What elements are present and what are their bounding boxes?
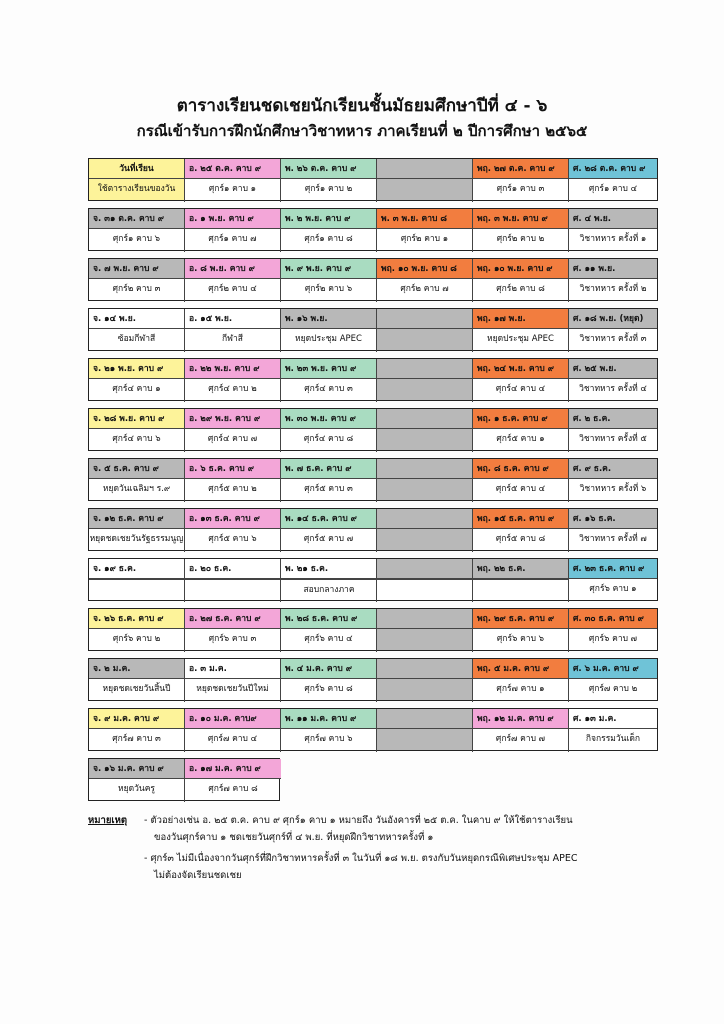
day-cell [89, 209, 185, 252]
day-cell [89, 159, 185, 202]
day-header: พฤ. ๑๐ พ.ย. คาบ ๙ [473, 259, 568, 279]
day-cell [473, 409, 569, 452]
day-body: ศุกร์๕ คาบ ๑ [496, 434, 545, 444]
day-cell [185, 659, 281, 702]
day-body: ศุกร์๑ คาบ ๑ [208, 184, 257, 194]
day-body: ใช้ตารางเรียนของวัน [89, 179, 184, 200]
day-header [377, 659, 472, 679]
day-header: อ. ๑๓ ธ.ค. คาบ ๙ [185, 509, 280, 529]
day-body: ศุกร์๖ คาบ ๗ [588, 634, 638, 644]
day-cell [569, 159, 657, 202]
day-header: อ. ๒๙ พ.ย. คาบ ๙ [185, 409, 280, 429]
day-cell [377, 459, 473, 502]
day-header: ศ. ๒๕ พ.ย. [569, 359, 657, 379]
day-header: ศ. ๒๓ ธ.ค. คาบ ๙ [569, 559, 657, 579]
day-body [377, 529, 472, 550]
day-cell [473, 159, 569, 202]
day-body: ศุกร์๒ คาบ ๓ [112, 284, 161, 294]
day-body: วิชาทหาร ครั้งที่ ๕ [579, 434, 647, 444]
week-row [88, 658, 658, 701]
day-body: ศุกร์๔ คาบ ๔ [495, 384, 546, 394]
page-subtitle: กรณีเข้ารับการฝึกนักศึกษาวิชาทหาร ภาคเรียนที่ ๒ ปีการศึกษา ๒๕๖๕ [136, 122, 588, 140]
day-cell [569, 709, 657, 752]
day-body: ศุกร์๗ คาบ ๔ [207, 734, 258, 744]
day-header: พ. ๒๓ พ.ย. คาบ ๙ [281, 359, 376, 379]
day-body: กิจกรรมวันเด็ก [585, 734, 641, 744]
day-header: พฤ. ๑๗ พ.ย. [473, 309, 568, 329]
day-header: อ. ๒๒ พ.ย. คาบ ๙ [185, 359, 280, 379]
day-body: วิชาทหาร ครั้งที่ ๔ [579, 384, 647, 394]
day-body [377, 479, 472, 500]
day-body: ศุกร์๔ คาบ ๗ [207, 434, 258, 444]
day-header: อ. ๑ พ.ย. คาบ ๙ [185, 209, 280, 229]
day-header: จ. ๙ ม.ค. คาบ ๙ [89, 709, 184, 729]
note-line: ของวันศุกร์คาบ ๑ ชดเชยวันศุกร์ที่ ๔ พ.ย. ที่หยุดฝึกวิชาทหารครั้งที่ ๑ [154, 832, 434, 843]
day-cell [281, 159, 377, 202]
day-cell [377, 309, 473, 352]
day-header: พฤ. ๑ ธ.ค. คาบ ๙ [473, 409, 568, 429]
day-header: พฤ. ๑๐ พ.ย. คาบ ๘ [377, 259, 472, 279]
day-body: ศุกร์๒ คาบ ๑ [400, 234, 449, 244]
day-body: ซ้อมกีฬาสี [117, 334, 156, 344]
day-body: ศุกร์๔ คาบ ๒ [208, 384, 257, 394]
day-cell [89, 609, 185, 652]
day-header: พฤ. ๑๕ ธ.ค. คาบ ๙ [473, 509, 568, 529]
day-header: จ. ๕ ธ.ค. คาบ ๙ [89, 459, 184, 479]
day-body: ศุกร์๕ คาบ ๗ [303, 534, 354, 544]
day-header: ศ. ๓๐ ธ.ค. คาบ ๙ [569, 609, 657, 629]
day-body: ศุกร์๑ คาบ ๔ [588, 184, 638, 194]
day-cell [185, 609, 281, 652]
day-cell [89, 509, 185, 552]
day-cell [569, 559, 657, 602]
day-body: วิชาทหาร ครั้งที่ ๒ [579, 284, 647, 294]
day-cell [377, 509, 473, 552]
day-body: ศุกร์๔ คาบ ๘ [303, 434, 354, 444]
day-cell [377, 209, 473, 252]
day-header: พฤ. ๓ พ.ย. คาบ ๙ [473, 209, 568, 229]
day-header: จ. ๒๘ พ.ย. คาบ ๙ [89, 409, 184, 429]
week-row [88, 508, 658, 551]
day-header: อ. ๒๐ ธ.ค. [185, 559, 280, 579]
week-row [88, 458, 658, 501]
day-header: จ. ๑๔ พ.ย. [89, 309, 184, 329]
day-header: อ. ๑๗ ม.ค. คาบ ๙ [185, 759, 281, 779]
day-header: ศ. ๒๘ ต.ค. คาบ ๙ [569, 159, 657, 179]
day-body: ศุกร์๖ คาบ ๘ [304, 684, 353, 694]
day-cell [473, 309, 569, 352]
day-cell [569, 459, 657, 502]
day-cell [377, 409, 473, 452]
day-header: พ. ๒๘ ธ.ค. คาบ ๙ [281, 609, 376, 629]
week-row [88, 158, 658, 201]
day-cell [185, 309, 281, 352]
day-body: ศุกร์๑ คาบ ๗ [208, 234, 257, 244]
day-header [377, 159, 472, 179]
day-body: หยุดชดเชยวันรัฐธรรมนูญ [89, 534, 184, 544]
day-header [377, 709, 472, 729]
day-header: อ. ๑๕ พ.ย. [185, 309, 280, 329]
day-body: ศุกร์๗ คาบ ๓ [112, 734, 161, 744]
day-header: อ. ๖ ธ.ค. คาบ ๙ [185, 459, 280, 479]
week-row [88, 608, 658, 651]
day-header: ศ. ๑๑ พ.ย. [569, 259, 657, 279]
day-cell [377, 159, 473, 202]
day-header: พฤ. ๕ ม.ค. คาบ ๙ [473, 659, 568, 679]
day-body: หยุดประชุม APEC [295, 334, 362, 344]
day-header: จ. ๓๑ ต.ค. คาบ ๙ [89, 209, 184, 229]
day-header: พ. ๑๑ ม.ค. คาบ ๙ [281, 709, 376, 729]
note-line: - ตัวอย่างเช่น อ. ๒๕ ต.ค. คาบ ๙ ศุกร์๑ คาบ ๑ หมายถึง วันอังคารที่ ๒๕ ต.ค. ในคาบ ๙ ให้ใช้ตารางเรียน [144, 815, 573, 826]
day-cell [569, 509, 657, 552]
day-cell [89, 459, 185, 502]
day-header: ศ. ๑๓ ม.ค. [569, 709, 657, 729]
day-cell [281, 209, 377, 252]
day-header [377, 609, 472, 629]
day-header: จ. ๑๙ ธ.ค. [89, 559, 184, 579]
day-header: ศ. ๑๖ ธ.ค. [569, 509, 657, 529]
day-cell [281, 359, 377, 402]
day-header: พ. ๙ พ.ย. คาบ ๙ [281, 259, 376, 279]
day-header: พ. ๓๐ พ.ย. คาบ ๙ [281, 409, 376, 429]
day-body: วิชาทหาร ครั้งที่ ๑ [579, 234, 647, 244]
day-header: จ. ๗ พ.ย. คาบ ๙ [89, 259, 184, 279]
day-body: ศุกร์๗ คาบ ๒ [588, 684, 638, 694]
day-body: ศุกร์๑ คาบ ๓ [496, 184, 545, 194]
day-body: ศุกร์๒ คาบ ๗ [400, 284, 449, 294]
day-header: ศ. ๑๘ พ.ย. (หยุด) [569, 309, 657, 329]
week-row [88, 208, 658, 251]
day-header: พ. ๒ พ.ย. คาบ ๙ [281, 209, 376, 229]
week-row [88, 408, 658, 451]
day-cell [281, 709, 377, 752]
day-cell [569, 409, 657, 452]
day-cell [185, 709, 281, 752]
day-body: ศุกร์๑ คาบ ๒ [304, 184, 353, 194]
day-cell [185, 509, 281, 552]
day-header [377, 309, 472, 329]
day-cell [89, 759, 185, 802]
day-header: พฤ. ๒๒ ธ.ค. [473, 559, 568, 579]
day-header: จ. ๒๖ ธ.ค. คาบ ๙ [89, 609, 184, 629]
week-row [88, 358, 658, 401]
week-row [88, 258, 658, 301]
day-header: พ. ๓ พ.ย. คาบ ๘ [377, 209, 472, 229]
day-cell [473, 709, 569, 752]
day-cell [569, 209, 657, 252]
day-header: ศ. ๔ พ.ย. [569, 209, 657, 229]
day-header: พฤ. ๒๔ พ.ย. คาบ ๙ [473, 359, 568, 379]
day-cell [281, 409, 377, 452]
day-body [377, 379, 472, 400]
day-cell [377, 659, 473, 702]
day-body: ศุกร์๖ คาบ ๖ [496, 634, 545, 644]
day-header: พ. ๑๖ พ.ย. [281, 309, 376, 329]
day-body: ศุกร์๔ คาบ ๖ [112, 434, 161, 444]
day-body: ศุกร์๕ คาบ ๔ [495, 484, 546, 494]
day-header: พ. ๒๑ ธ.ค. [281, 559, 376, 579]
day-body [377, 679, 472, 700]
day-cell [377, 709, 473, 752]
day-cell [473, 209, 569, 252]
day-cell [89, 359, 185, 402]
day-body: ศุกร์๕ คาบ ๓ [304, 484, 353, 494]
day-header [377, 459, 472, 479]
day-header: พ. ๑๔ ธ.ค. คาบ ๙ [281, 509, 376, 529]
day-body: ศุกร์๕ คาบ ๖ [208, 534, 257, 544]
day-cell [89, 259, 185, 302]
day-body: ศุกร์๔ คาบ ๓ [304, 384, 353, 394]
day-body: หยุดวันเฉลิมฯ ร.๙ [102, 484, 171, 494]
day-header [377, 359, 472, 379]
day-body: ศุกร์๖ คาบ ๑ [589, 584, 637, 594]
day-header: อ. ๑๐ ม.ค. คาบ๙ [185, 709, 280, 729]
day-cell [473, 609, 569, 652]
day-cell [281, 259, 377, 302]
day-cell [89, 309, 185, 352]
day-cell [281, 459, 377, 502]
day-body [377, 329, 472, 350]
day-body: ศุกร์๒ คาบ ๖ [304, 284, 353, 294]
day-cell [473, 359, 569, 402]
day-body [377, 629, 472, 650]
day-header [377, 559, 472, 579]
day-body: ศุกร์๖ คาบ ๒ [112, 634, 161, 644]
day-cell [377, 359, 473, 402]
day-cell [473, 659, 569, 702]
day-cell [89, 709, 185, 752]
day-body: ศุกร์๗ คาบ ๗ [495, 734, 546, 744]
day-header: จ. ๑๒ ธ.ค. คาบ ๙ [89, 509, 184, 529]
day-header: ศ. ๖ ม.ค. คาบ ๙ [569, 659, 657, 679]
week-row [88, 758, 280, 801]
day-cell [185, 209, 281, 252]
day-body: ศุกร์๔ คาบ ๑ [112, 384, 161, 394]
day-cell [185, 759, 281, 802]
day-header: พ. ๒๖ ต.ค. คาบ ๙ [281, 159, 376, 179]
day-body: ศุกร์๕ คาบ ๘ [495, 534, 546, 544]
day-cell [281, 659, 377, 702]
day-cell [377, 609, 473, 652]
day-cell [473, 459, 569, 502]
day-header: พ. ๗ ธ.ค. คาบ ๙ [281, 459, 376, 479]
day-cell [569, 259, 657, 302]
day-cell [185, 409, 281, 452]
day-cell [569, 359, 657, 402]
day-cell [185, 459, 281, 502]
day-cell [569, 309, 657, 352]
day-cell [185, 259, 281, 302]
week-row [88, 558, 658, 601]
day-body: ศุกร์๗ คาบ ๘ [208, 784, 258, 794]
week-row [88, 708, 658, 751]
note-line: - ศุกร์๓ ไม่มีเนื่องจากวันศุกร์ที่ฝึกวิชาทหารครั้งที่ ๓ ในวันที่ ๑๘ พ.ย. ตรงกับวันหยุดกรณีพิเศษประชุม APEC [144, 853, 578, 864]
day-header: อ. ๒๕ ต.ค. คาบ ๙ [185, 159, 280, 179]
day-body [377, 429, 472, 450]
day-cell [569, 659, 657, 702]
day-cell [89, 659, 185, 702]
day-body: ศุกร์๒ คาบ ๔ [208, 284, 257, 294]
day-body: ศุกร์๖ คาบ ๓ [208, 634, 257, 644]
day-header: อ. ๒๗ ธ.ค. คาบ ๙ [185, 609, 280, 629]
day-header: จ. ๒๑ พ.ย. คาบ ๙ [89, 359, 184, 379]
day-body: ศุกร์๗ คาบ ๖ [304, 734, 353, 744]
page-title: ตารางเรียนชดเชยนักเรียนชั้นมัธยมศึกษาปีที่ ๔ - ๖ [176, 96, 548, 116]
day-body [377, 729, 472, 750]
day-header: วันที่เรียน [89, 159, 184, 179]
day-cell [473, 509, 569, 552]
day-body: หยุดชดเชยวันปีใหม่ [196, 684, 269, 694]
day-body: ศุกร์๒ คาบ ๘ [496, 284, 545, 294]
day-header [377, 509, 472, 529]
day-cell [281, 509, 377, 552]
day-cell [185, 159, 281, 202]
week-row [88, 308, 658, 351]
day-header: อ. ๓ ม.ค. [185, 659, 280, 679]
day-cell [185, 359, 281, 402]
day-header: พ. ๔ ม.ค. คาบ ๙ [281, 659, 376, 679]
day-header: จ. ๑๖ ม.ค. คาบ ๙ [89, 759, 184, 779]
day-header: พฤ. ๘ ธ.ค. คาบ ๙ [473, 459, 568, 479]
day-body: ศุกร์๑ คาบ ๘ [304, 234, 353, 244]
schedule-grid [88, 158, 658, 808]
day-body: กีฬาสี [222, 334, 243, 344]
day-cell [89, 409, 185, 452]
day-body: ศุกร์๕ คาบ ๒ [208, 484, 257, 494]
day-cell [569, 609, 657, 652]
exam-span: สอบกลางภาค [89, 579, 569, 601]
notes-label: หมายเหตุ [88, 815, 128, 826]
day-cell [473, 259, 569, 302]
day-header: ศ. ๙ ธ.ค. [569, 459, 657, 479]
day-body: หยุดวันครู [118, 784, 155, 794]
day-body: ศุกร์๗ คาบ ๑ [496, 684, 545, 694]
day-body: ศุกร์๑ คาบ ๖ [112, 234, 161, 244]
day-cell [281, 309, 377, 352]
day-header: อ. ๘ พ.ย. คาบ ๙ [185, 259, 280, 279]
day-cell [281, 609, 377, 652]
day-header: พฤ. ๑๒ ม.ค. คาบ ๙ [473, 709, 568, 729]
note-line: ไม่ต้องจัดเรียนชดเชย [154, 870, 242, 881]
day-body: ศุกร์๒ คาบ ๒ [496, 234, 545, 244]
day-body: ศุกร์๖ คาบ ๔ [304, 634, 353, 644]
day-body [377, 179, 472, 200]
day-body: วิชาทหาร ครั้งที่ ๓ [579, 334, 647, 344]
day-header: พฤ. ๒๙ ธ.ค. คาบ ๙ [473, 609, 568, 629]
day-header [377, 409, 472, 429]
day-body: วิชาทหาร ครั้งที่ ๖ [579, 484, 647, 494]
day-body: หยุดชดเชยวันสิ้นปี [102, 684, 171, 694]
day-header: ศ. ๒ ธ.ค. [569, 409, 657, 429]
day-header: พฤ. ๒๗ ต.ค. คาบ ๙ [473, 159, 568, 179]
day-header: จ. ๒ ม.ค. [89, 659, 184, 679]
day-cell [377, 259, 473, 302]
day-body: วิชาทหาร ครั้งที่ ๗ [579, 534, 647, 544]
day-body: หยุดประชุม APEC [487, 334, 554, 344]
